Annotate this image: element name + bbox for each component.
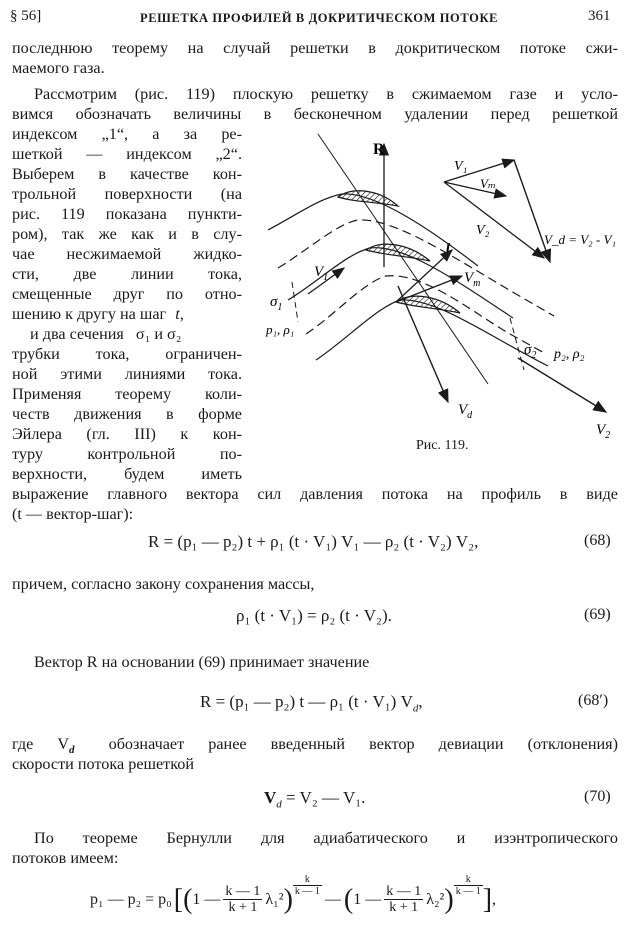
page-number: 361 bbox=[588, 8, 611, 24]
equation-69: ρ₁ (t · V₁) = ρ₂ (t · V₂). bbox=[236, 606, 392, 625]
text-line-24: (t — вектор-шаг): bbox=[12, 505, 134, 523]
equation-68-prime: R = (p₁ — p₂) t — ρ₁ (t · V₁) $V_d$, bbox=[200, 692, 423, 715]
wrap-line: туру контрольной по- bbox=[12, 445, 242, 463]
wrap-line: трубки тока, ограничен- bbox=[12, 345, 242, 363]
text-line-3: Рассмотрим (рис. 119) плоскую решетку в сжимаемом газе и усло- bbox=[34, 85, 618, 103]
label-p1-rho1: p₁, ρ₁ bbox=[266, 322, 295, 337]
wrap-step-symbol: t, bbox=[175, 305, 184, 323]
text-line-30: потоков имеем: bbox=[12, 849, 119, 867]
text-line-26: Вектор R на основании (69) принимает значение bbox=[34, 653, 370, 671]
label-t: t bbox=[446, 239, 451, 256]
label-tri-v1: V₁ bbox=[454, 159, 468, 174]
wrap-line: трольной поверхности (на bbox=[12, 185, 242, 203]
wrap-line bbox=[12, 304, 242, 324]
wrap-line: шеткой — индексом „2“. bbox=[12, 145, 242, 163]
control-streamline-2 bbox=[306, 276, 546, 354]
equation-68-prime-number: (68′) bbox=[578, 692, 609, 709]
label-tri-v2: V₂ bbox=[476, 223, 490, 238]
text-line-29: По теореме Бернулли для адиабатического и изэнтропического bbox=[34, 829, 618, 847]
text-line-28: скорости потока решеткой bbox=[12, 755, 195, 773]
text-line-4: вимся обозначать величины в бесконечном удалении перед решеткой bbox=[12, 105, 618, 123]
equation-70: $V_d = V_2$ — V₁. bbox=[264, 788, 366, 811]
wrap-line: ной этими линиями тока. bbox=[12, 365, 242, 383]
text-line-27: где $V_d$ обозначает ранее введенный вектор девиации (отклонения) bbox=[12, 735, 619, 757]
wrap-line-text: и два сечения bbox=[30, 325, 124, 343]
equation-70-number: (70) bbox=[584, 788, 611, 805]
label-vm: $V_m$ bbox=[464, 270, 481, 289]
wrap-line: Эйлера (гл. III) к кон- bbox=[12, 425, 242, 443]
text-line-1: последнюю теорему на случай решетки в докритическом потоке сжи- bbox=[12, 39, 618, 57]
text-line-2: маемого газа. bbox=[12, 59, 105, 77]
wrap-line: смещенные друг по отно- bbox=[12, 285, 242, 303]
wrap-line: ром), так же как и в слу- bbox=[12, 225, 242, 243]
equation-69-number: (69) bbox=[584, 606, 611, 623]
wrap-sigma-symbols: σ₁ и σ₂ bbox=[135, 325, 182, 343]
label-v2: $V_2$ bbox=[596, 422, 611, 441]
label-sigma2: $\sigma_2$ bbox=[524, 342, 537, 361]
wrap-line: верхности, будем иметь bbox=[12, 465, 242, 483]
equation-bernoulli: p₁ — p₂ = p₀ [ ( 1 — $\frac{k — 1}{k + 1}$ λ₁² ) $\frac{k}{k — 1}$ — ( 1 — $\frac{k — 1}{k + 1}$ λ₂² ) $\frac{k}{k — 1}$ ] , bbox=[90, 874, 497, 915]
section-sigma1 bbox=[292, 282, 298, 322]
running-title: РЕШЕТКА ПРОФИЛЕЙ В ДОКРИТИЧЕСКОМ ПОТОКЕ bbox=[140, 11, 499, 25]
cascade-diagram bbox=[248, 122, 620, 472]
text-line-25: причем, согласно закону сохранения массы, bbox=[12, 575, 315, 593]
section-sigma2 bbox=[510, 318, 524, 370]
wrap-line: сти, две линии тока, bbox=[12, 265, 242, 283]
figure-119 bbox=[248, 122, 620, 472]
label-tri-vd: V_d = V₂ - V₁ bbox=[544, 232, 616, 247]
wrap-line-text: шению к другу на шаг bbox=[12, 305, 167, 323]
streamline-3 bbox=[316, 300, 548, 366]
text-line-23: выражение главного вектора сил давления потока на профиль в виде bbox=[12, 485, 618, 503]
wrap-line: индексом „1“, а за ре- bbox=[12, 125, 242, 143]
label-tri-vm: Vₘ bbox=[480, 176, 496, 191]
wrap-line: чае несжимаемой жидко- bbox=[12, 245, 242, 263]
wrap-line: рис. 119 показана пункти- bbox=[12, 205, 242, 223]
blade-2 bbox=[366, 244, 430, 261]
wrap-line: Применяя теорему коли- bbox=[12, 385, 242, 403]
wrap-line bbox=[12, 324, 242, 344]
label-r: R bbox=[373, 141, 385, 158]
label-sigma1: $\sigma_1$ bbox=[270, 294, 283, 313]
figure-caption: Рис. 119. bbox=[416, 438, 469, 453]
wrap-line: Выберем в качестве кон- bbox=[12, 165, 242, 183]
label-vd: $V_d$ bbox=[458, 402, 473, 421]
wrap-line: честв движения в форме bbox=[12, 405, 242, 423]
label-v1: $V_1$ bbox=[314, 264, 329, 283]
section-marker: § 56] bbox=[10, 8, 42, 24]
equation-68-number: (68) bbox=[584, 532, 611, 549]
label-p2-rho2: p₂, ρ₂ bbox=[554, 347, 585, 362]
equation-68: R = (p₁ — p₂) t + ρ₁ (t · V₁) V₁ — ρ₂ (t · V₂) V₂, bbox=[148, 532, 479, 551]
v2-vector bbox=[518, 358, 606, 412]
